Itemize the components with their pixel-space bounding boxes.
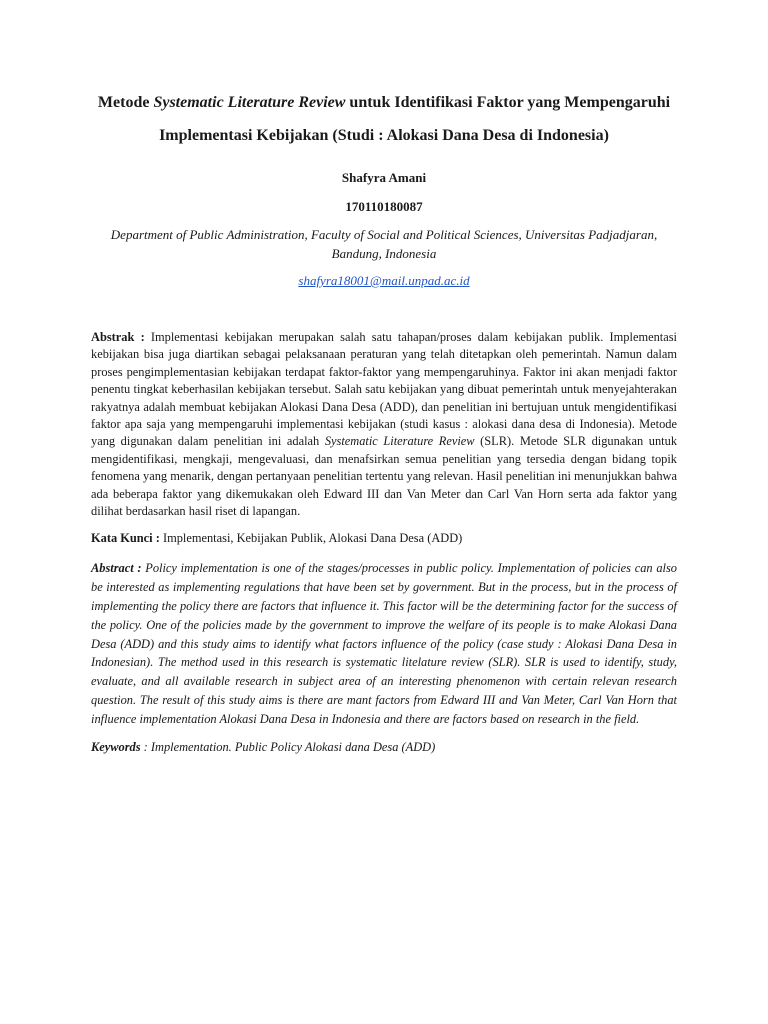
abstract-text: Policy implementation is one of the stages/processes in public policy. Implementation of policies can also be interested as implementing regulations that have been set by government. But in the process, but in the process of implementing the policy there are factors that influence it. This factor will be the determining factor for the success of the policy. One of the policies made by the government to improve the welfare of its people is to make Alokasi Dana Desa (ADD) and this study aims to identify what factors influence of the policy (case study : Alokasi Dana Desa in Indonesian). The method used in this research is systematic litelature review (SLR). SLR is used to identify, study, evaluate, and all available research in subject area of an interesting phenomenon with certain relevan research question. The result of this study aims is there are mant factors from Edward III and Van Meter, Carl Van Horn that influence implementation Alokasi Dana Desa in Indonesia and there are factors based on research in the field. (91, 561, 677, 726)
affiliation: Department of Public Administration, Faculty of Social and Political Sciences, Universitas Padjadjaran, Bandung, Indonesia (110, 227, 658, 261)
keywords-line (91, 739, 677, 756)
abstrak-paragraph (91, 329, 677, 520)
kata-kunci-line (91, 530, 677, 547)
abstrak-text-1: Implementasi kebijakan merupakan salah satu tahapan/proses dalam kebijakan publik. Implementasi kebijakan bisa juga diartikan sebagai pelaksanaan peraturan yang telah ditetapkan oleh pemerintah. Namun dalam proses pengimplementasian kebijakan terdapat faktor-faktor yang mempengaruhinya. Faktor ini akan menjadi faktor penentu tingkat keberhasilan kebijakan tersebut. Salah satu kebijakan yang dibuat pemerintah untuk menyejahterakan rakyatnya adalah membuat kebijakan Alokasi Dana Desa (ADD), dan penelitian ini bertujuan untuk mengidentifikasi faktor apa saja yang mempengaruhi implementasi kebijakan (studi kasus : alokasi dana desa di Indonesia). Metode yang digunakan dalam penelitian ini adalah (91, 330, 677, 449)
kata-kunci-label: Kata Kunci : (91, 531, 160, 546)
abstract-label: Abstract : (91, 561, 142, 576)
email-link[interactable]: shafyra18001@mail.unpad.ac.id (298, 273, 470, 288)
title-suffix: untuk Identifikasi Faktor yang Mempengaruhi Implementasi Kebijakan (Studi : Alokasi Dana Desa di Indonesia) (159, 94, 671, 144)
abstract-paragraph (91, 559, 677, 728)
abstrak-text-2: (SLR). Metode SLR digunakan untuk mengidentifikasi, mengkaji, mengevaluasi, dan menafsirkan semua penelitian yang tersedia dengan bidang topik fenomena yang menarik, dengan pertanyaan penelitian tertentu yang relevan. Hasil penelitian ini menunjukkan bahwa ada beberapa faktor yang dikemukakan oleh Edward III dan Van Meter dan Carl Van Horn serta ada faktor yang dilihat berdasarkan hasil riset di lapangan. (91, 434, 678, 519)
keywords-text: : Implementation. Public Policy Alokasi dana Desa (ADD) (140, 739, 436, 754)
abstrak-italic: Systematic Literature Review (324, 434, 475, 449)
title-prefix: Metode (97, 94, 154, 111)
abstrak-label: Abstrak : (91, 330, 145, 344)
email-line (91, 273, 677, 289)
paper-title (91, 86, 677, 152)
student-id: 170110180087 (345, 199, 423, 214)
kata-kunci-text: Implementasi, Kebijakan Publik, Alokasi Dana Desa (ADD) (159, 531, 463, 546)
title-italic: Systematic Literature Review (153, 94, 346, 111)
author-name: Shafyra Amani (341, 170, 427, 185)
keywords-label: Keywords (91, 739, 141, 754)
